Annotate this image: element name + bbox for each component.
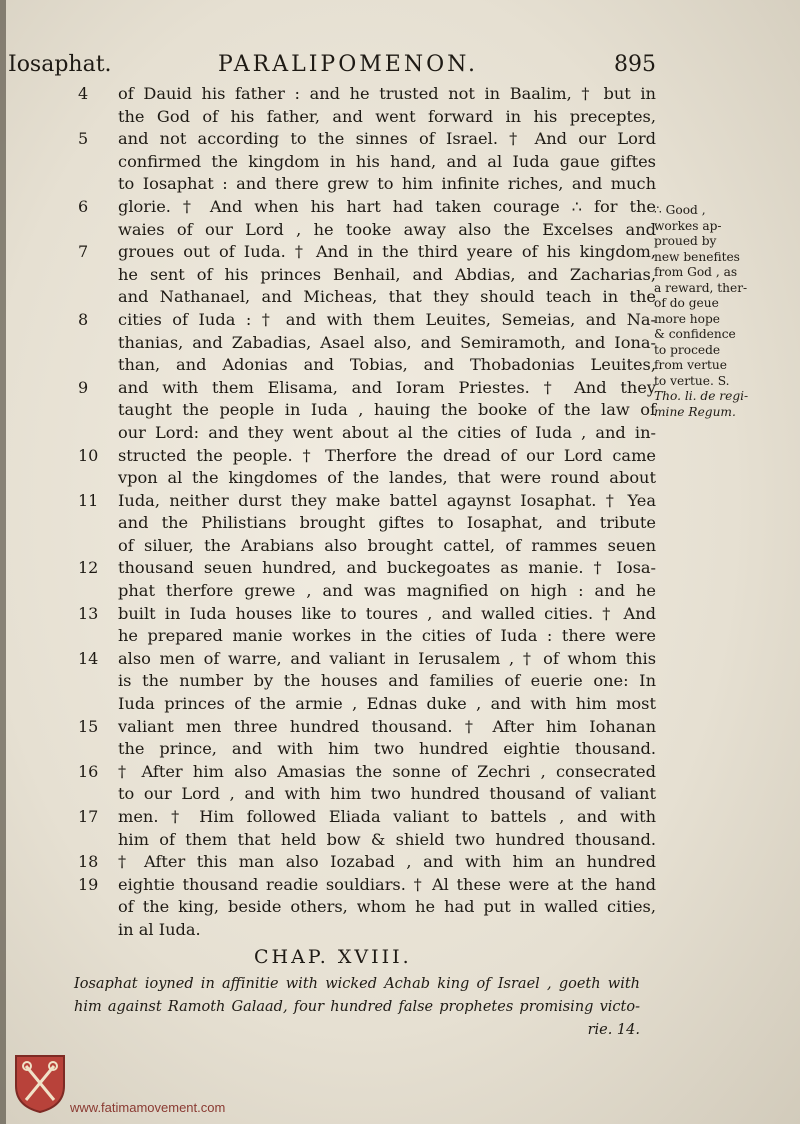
verse-number: 5 (78, 129, 89, 149)
line-text: groues out of Iuda. † And in the third yeare of his kingdom, (118, 242, 656, 262)
line-text: valiant men three hundred thousand. † After him Iohanan (118, 716, 656, 736)
line-text: † After this man also Iozabad , and with him an hundred (118, 852, 656, 872)
footer-website[interactable]: www.fatimamovement.com (70, 1100, 226, 1115)
line-text: phat therfore grewe , and was magnified on high : and he (118, 581, 656, 601)
text-line (74, 806, 656, 829)
summary-line: rie. 14. (587, 1022, 640, 1038)
text-line (74, 535, 656, 558)
text-line (74, 670, 656, 693)
line-text: Iuda princes of the armie , Ednas duke , and with him most (118, 694, 656, 714)
text-line (74, 851, 656, 874)
verse-number: 7 (78, 242, 89, 262)
line-text: of the king, beside others, whom he had put in walled cities, (118, 897, 656, 917)
margin-note-line: proued by (654, 234, 717, 248)
text-line (74, 83, 656, 106)
text-line (74, 693, 656, 716)
header-section-title: PARALIPOMENON. (218, 52, 478, 77)
margin-note-line: Tho. li. de regi- (654, 389, 749, 403)
text-line (74, 490, 656, 513)
text-line (74, 557, 656, 580)
text-line (74, 309, 656, 332)
verse-number: 19 (78, 874, 99, 894)
line-text: the God of his father, and went forward in his preceptes, (118, 106, 656, 126)
page-number: 895 (614, 52, 656, 77)
margin-note-line: mine Regum. (654, 404, 736, 419)
line-text: waies of our Lord , he tooke away also the Excelses and (118, 219, 656, 239)
margin-annotation (654, 203, 774, 420)
header-book-title: Iosaphat. (8, 52, 112, 77)
text-line (74, 219, 656, 242)
line-text: Iuda, neither durst they make battel agaynst Iosaphat. † Yea (118, 490, 656, 510)
verse-number: 18 (78, 852, 99, 872)
text-line (74, 354, 656, 377)
line-text: thousand seuen hundred, and buckegoates as manie. † Iosa- (118, 558, 656, 578)
line-text: him of them that held bow & shield two hundred thousand. (118, 829, 656, 849)
verse-number: 8 (78, 309, 89, 329)
papal-keys-crest-icon (12, 1052, 68, 1114)
line-text: to our Lord , and with him two hundred thousand of valiant (118, 784, 656, 804)
verse-number: 17 (78, 807, 99, 826)
line-text: glorie. † And when his hart had taken courage ∴ for the (118, 196, 656, 216)
line-text: and not according to the sinnes of Israel. † And our Lord (118, 129, 656, 149)
line-text: the prince, and with him two hundred eightie thousand. (118, 739, 656, 759)
text-line (74, 445, 656, 468)
margin-note-line: & confidence (654, 327, 736, 341)
running-header (8, 52, 656, 82)
line-text: cities of Iuda : † and with them Leuites, Semeias, and Na- (118, 309, 656, 329)
line-text: to Iosaphat : and there grew to him infinite riches, and much (118, 174, 656, 194)
text-line (74, 332, 656, 355)
line-text: he prepared manie workes in the cities of Iuda : there were (118, 626, 656, 646)
margin-note-line: ∴ Good , (654, 203, 706, 217)
verse-number: 13 (78, 603, 99, 623)
verse-number: 6 (78, 196, 89, 216)
verse-number: 4 (78, 84, 89, 103)
text-line (74, 874, 656, 897)
line-text: is the number by the houses and families of euerie one: In (118, 671, 656, 691)
verse-number: 10 (78, 445, 99, 465)
text-line (74, 512, 656, 535)
line-text: confirmed the kingdom in his hand, and al Iuda gaue giftes (118, 151, 656, 171)
text-line (74, 580, 656, 603)
margin-note-line: to procede (654, 342, 721, 357)
line-text: our Lord: and they went about al the cities of Iuda , and in- (118, 422, 656, 442)
text-line (74, 896, 656, 919)
line-text: † After him also Amasias the sonne of Zechri , consecrated (118, 761, 656, 781)
text-line (74, 716, 656, 739)
text-line (74, 648, 656, 671)
text-line (74, 467, 656, 490)
margin-note-line: workes ap- (654, 218, 722, 233)
verse-number: 12 (78, 558, 99, 578)
margin-note-line: more hope (654, 311, 721, 326)
text-line (74, 128, 656, 151)
margin-note-line: of do geue (654, 296, 719, 310)
text-line (74, 761, 656, 784)
text-line (74, 422, 656, 445)
text-line (74, 151, 656, 174)
text-line (74, 241, 656, 264)
line-text: than, and Adonias and Tobias, and Thobadonias Leuites, (118, 355, 656, 375)
scripture-text (74, 83, 656, 942)
margin-note-line: new benefites (654, 249, 740, 264)
book-spine (0, 0, 6, 1124)
text-line (74, 264, 656, 287)
text-line (74, 196, 656, 219)
line-text: vpon al the kingdomes of the landes, that were round about (118, 468, 656, 488)
line-text: taught the people in Iuda , hauing the booke of the law of (118, 400, 656, 420)
text-line (74, 286, 656, 309)
text-line (74, 625, 656, 648)
line-text: he sent of his princes Benhail, and Abdias, and Zacharias, (118, 264, 656, 284)
margin-note-line: a reward, ther- (654, 280, 748, 295)
summary-line: Iosaphat ioyned in affinitie with wicked Achab king of Israel , goeth with (74, 976, 640, 992)
line-text: in al Iuda. (118, 919, 201, 939)
verse-number: 9 (78, 377, 89, 397)
text-line (74, 106, 656, 129)
line-text: and with them Elisama, and Ioram Priestes. † And they (118, 377, 656, 397)
chapter-heading: CHAP. XVIII. (254, 946, 412, 968)
line-text: and Nathanael, and Micheas, that they should teach in the (118, 287, 656, 307)
margin-note-line: from God , as (654, 265, 738, 279)
text-line (74, 919, 656, 942)
margin-note-line: from vertue (654, 358, 727, 372)
text-line (74, 399, 656, 422)
line-text: of Dauid his father : and he trusted not in Baalim, † but in (118, 84, 656, 103)
line-text: of siluer, the Arabians also brought cattel, of rammes seuen (118, 535, 656, 555)
verse-number: 16 (78, 761, 99, 781)
verse-number: 15 (78, 716, 99, 736)
chapter-summary (74, 973, 640, 1042)
verse-number: 14 (78, 648, 99, 668)
margin-note-line: to vertue. S. (654, 373, 730, 388)
line-text: thanias, and Zabadias, Asael also, and Semiramoth, and Iona- (118, 332, 656, 352)
text-line (74, 173, 656, 196)
line-text: men. † Him followed Eliada valiant to battels , and with (118, 807, 656, 826)
line-text: eightie thousand readie souldiars. † Al these were at the hand (118, 874, 656, 894)
line-text: structed the people. † Therfore the dread of our Lord came (118, 445, 656, 465)
text-line (74, 377, 656, 400)
verse-number: 11 (78, 490, 99, 510)
summary-line: him against Ramoth Galaad, four hundred false prophetes promising victo- (74, 999, 640, 1015)
line-text: also men of warre, and valiant in Ierusalem , † of whom this (118, 648, 656, 668)
text-line (74, 603, 656, 626)
text-line (74, 738, 656, 761)
text-line (74, 783, 656, 806)
text-line (74, 829, 656, 852)
line-text: and the Philistians brought giftes to Iosaphat, and tribute (118, 513, 656, 533)
line-text: built in Iuda houses like to toures , and walled cities. † And (118, 603, 656, 623)
